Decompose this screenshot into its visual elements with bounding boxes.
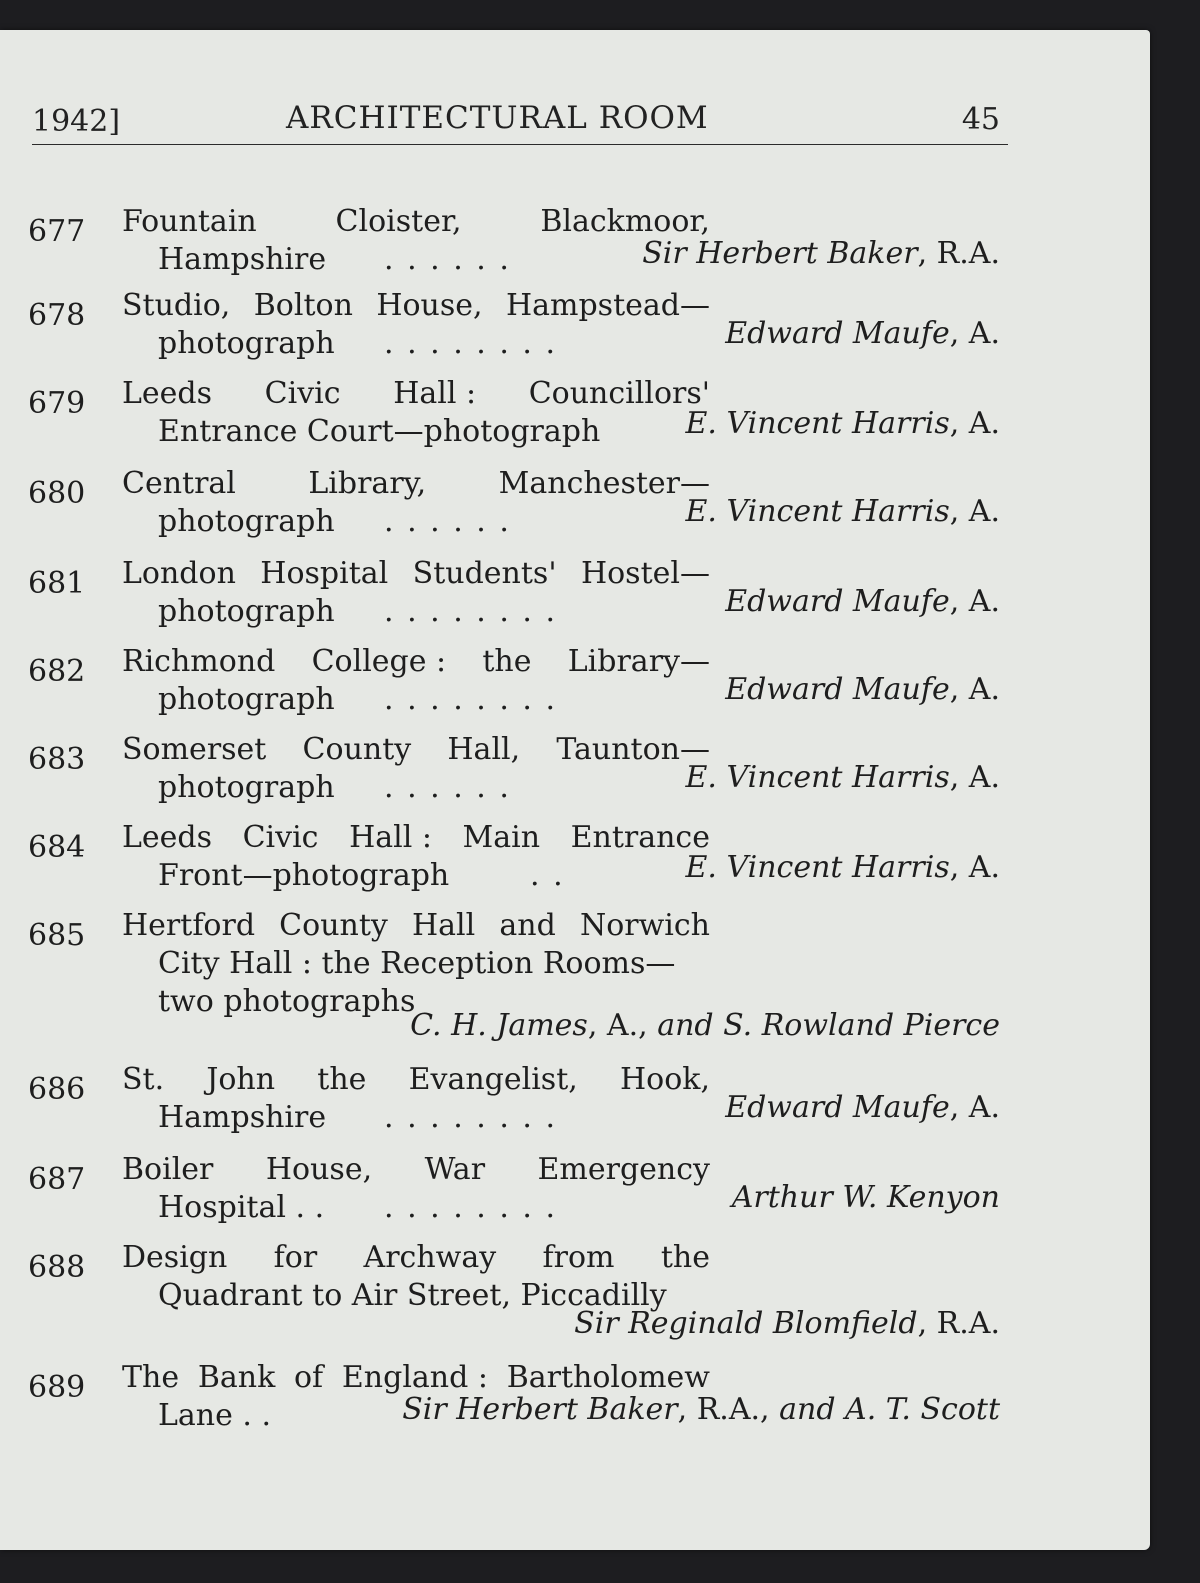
entry-number: 677 [28,214,86,249]
entry-title-line [122,644,710,679]
title-word: Central [122,466,236,501]
architect-name: Sir Herbert Baker [642,236,918,271]
entry-number: 685 [28,918,86,953]
title-word: Library— [567,644,710,679]
entry-title-cont: Front—photograph [158,858,450,893]
architect-name: Arthur W. Kenyon [731,1180,1000,1215]
title-word: County [279,908,388,943]
entry-title-cont: Hampshire [158,242,327,277]
architect-title: , R.A. [917,1306,1000,1341]
entry-number: 680 [28,476,86,511]
title-word: Hook, [619,1062,710,1097]
title-word: Main [462,820,541,855]
architect-name: E. Vincent Harris [685,850,950,885]
leader-dots: . . . . . . . . [384,1190,558,1225]
entry-title-cont: Hampshire [158,1100,327,1135]
architect [686,406,1001,441]
title-word: College : [311,644,447,679]
architect-title: , A. [949,406,1000,441]
title-word: Studio, [122,288,231,323]
entry-title-cont: photograph [158,594,335,629]
architect-name: Edward Maufe [725,316,950,351]
title-word: St. [122,1062,165,1097]
architect [725,316,1000,351]
architect-title: , A. [949,316,1000,351]
architect-name: Edward Maufe [725,672,950,707]
entry-title-line [122,908,710,943]
leader-dots: . . . . . . [384,770,511,805]
entry-number: 684 [28,830,86,865]
architect-title: , A. [949,760,1000,795]
entry-title-cont: Hospital . . [158,1190,325,1225]
leader-dots: . . . . . . . . [384,682,558,717]
title-word: House, [376,288,483,323]
leader-dots: . . . . . . . . [384,1100,558,1135]
entry-number: 688 [28,1250,86,1285]
leader-dots: . . . . . . . . [384,326,558,361]
title-word: Taunton— [556,732,710,767]
title-word: the [317,1062,367,1097]
architect-title: , A. [949,584,1000,619]
entry-title-line [122,204,710,239]
entry-title-cont: photograph [158,504,335,539]
entry-number: 679 [28,386,86,421]
entry-title-line [122,1062,710,1097]
title-word: Blackmoor, [540,204,710,239]
title-word: Boiler [122,1152,214,1187]
title-word: the [482,644,532,679]
page-header [32,100,1008,145]
architect [410,1008,1000,1043]
title-word: for [273,1240,318,1275]
title-word: Evangelist, [408,1062,578,1097]
title-word: Hostel— [580,556,710,591]
entry-title-line [122,288,710,323]
entry-number: 678 [28,298,86,333]
architect-title: , R.A., [677,1392,780,1427]
title-word: of [294,1360,324,1395]
entry-title-line [122,1240,710,1275]
entry-title-cont: Entrance Court—photograph [158,414,601,449]
title-word: The [122,1360,180,1395]
title-word: Hampstead— [505,288,710,323]
architect [574,1306,1000,1341]
title-word: Emergency [537,1152,710,1187]
entry-title-cont: Lane . . [158,1398,272,1433]
title-word: Students' [412,556,557,591]
entry-title-cont-2: two photographs [158,984,416,1019]
title-word: Somerset [122,732,267,767]
entry-number: 687 [28,1162,86,1197]
title-word: Hospital [260,556,389,591]
entry-title-line [122,556,710,591]
entry-title-cont: photograph [158,326,335,361]
entry-title-line [122,466,710,501]
architect [725,672,1000,707]
architect-title: , A., [587,1008,658,1043]
title-word: Hertford [122,908,256,943]
entry-number: 689 [28,1370,86,1405]
architect-name-2: and A. T. Scott [779,1392,1000,1427]
entry-title-cont: City Hall : the Reception Rooms— [158,946,676,981]
entry-title-line [122,1152,710,1187]
title-word: Hall : [393,376,477,411]
title-word: Hall, [447,732,521,767]
title-word: London [122,556,236,591]
title-word: War [424,1152,486,1187]
entry-number: 681 [28,566,86,601]
architect-name-2: and S. Rowland Pierce [657,1008,1000,1043]
header-year: 1942] [32,104,121,139]
title-word: Entrance [570,820,710,855]
title-word: Library, [308,466,427,501]
architect-title: , A. [949,494,1000,529]
entry-number: 682 [28,654,86,689]
entry-number: 683 [28,742,86,777]
leader-dots: . . [530,858,565,893]
title-word: Civic [264,376,341,411]
entry-title-line [122,1360,710,1395]
entry-title-cont: Quadrant to Air Street, Piccadilly [158,1278,667,1313]
entry-title-cont: photograph [158,770,335,805]
page-number: 45 [961,102,1000,137]
architect-title: , A. [949,1090,1000,1125]
architect-name: Sir Reginald Blomfield [574,1306,918,1341]
entry-title-cont: photograph [158,682,335,717]
leader-dots: . . . . . . [384,504,511,539]
architect [402,1392,1000,1427]
architect [642,236,1000,271]
title-word: Councillors' [528,376,710,411]
title-word: Bank [197,1360,276,1395]
architect [725,584,1000,619]
architect [686,494,1001,529]
architect [732,1180,1000,1215]
title-word: Norwich [579,908,710,943]
title-word: Leeds [122,820,213,855]
title-word: Bolton [253,288,353,323]
title-word: England : [341,1360,488,1395]
title-word: John [206,1062,276,1097]
title-word: Civic [242,820,319,855]
leader-dots: . . . . . . [384,242,511,277]
architect-name: E. Vincent Harris [685,406,950,441]
architect-name: Edward Maufe [725,584,950,619]
title-word: Fountain [122,204,257,239]
entry-title-line [122,820,710,855]
architect [725,1090,1000,1125]
architect-name: E. Vincent Harris [685,494,950,529]
title-word: Cloister, [335,204,462,239]
title-word: House, [265,1152,373,1187]
title-word: the [660,1240,710,1275]
header-title: ARCHITECTURAL ROOM [286,100,709,136]
entry-number: 686 [28,1072,86,1107]
architect-name: Edward Maufe [725,1090,950,1125]
title-word: Hall [411,908,476,943]
title-word: Leeds [122,376,213,411]
leader-dots: . . . . . . . . [384,594,558,629]
architect-title: , A. [949,672,1000,707]
architect-title: , R.A. [917,236,1000,271]
architect-name: C. H. James [410,1008,588,1043]
entry-title-line [122,732,710,767]
title-word: Design [122,1240,228,1275]
architect-name: E. Vincent Harris [685,760,950,795]
title-word: Richmond [122,644,276,679]
title-word: and [499,908,556,943]
architect [686,850,1001,885]
title-word: County [302,732,412,767]
title-word: Hall : [349,820,432,855]
architect-name: Sir Herbert Baker [402,1392,678,1427]
title-word: Archway [363,1240,497,1275]
title-word: Manchester— [498,466,710,501]
entry-title-line [122,376,710,411]
title-word: from [542,1240,615,1275]
architect [686,760,1001,795]
title-word: Bartholomew [506,1360,710,1395]
architect-title: , A. [949,850,1000,885]
